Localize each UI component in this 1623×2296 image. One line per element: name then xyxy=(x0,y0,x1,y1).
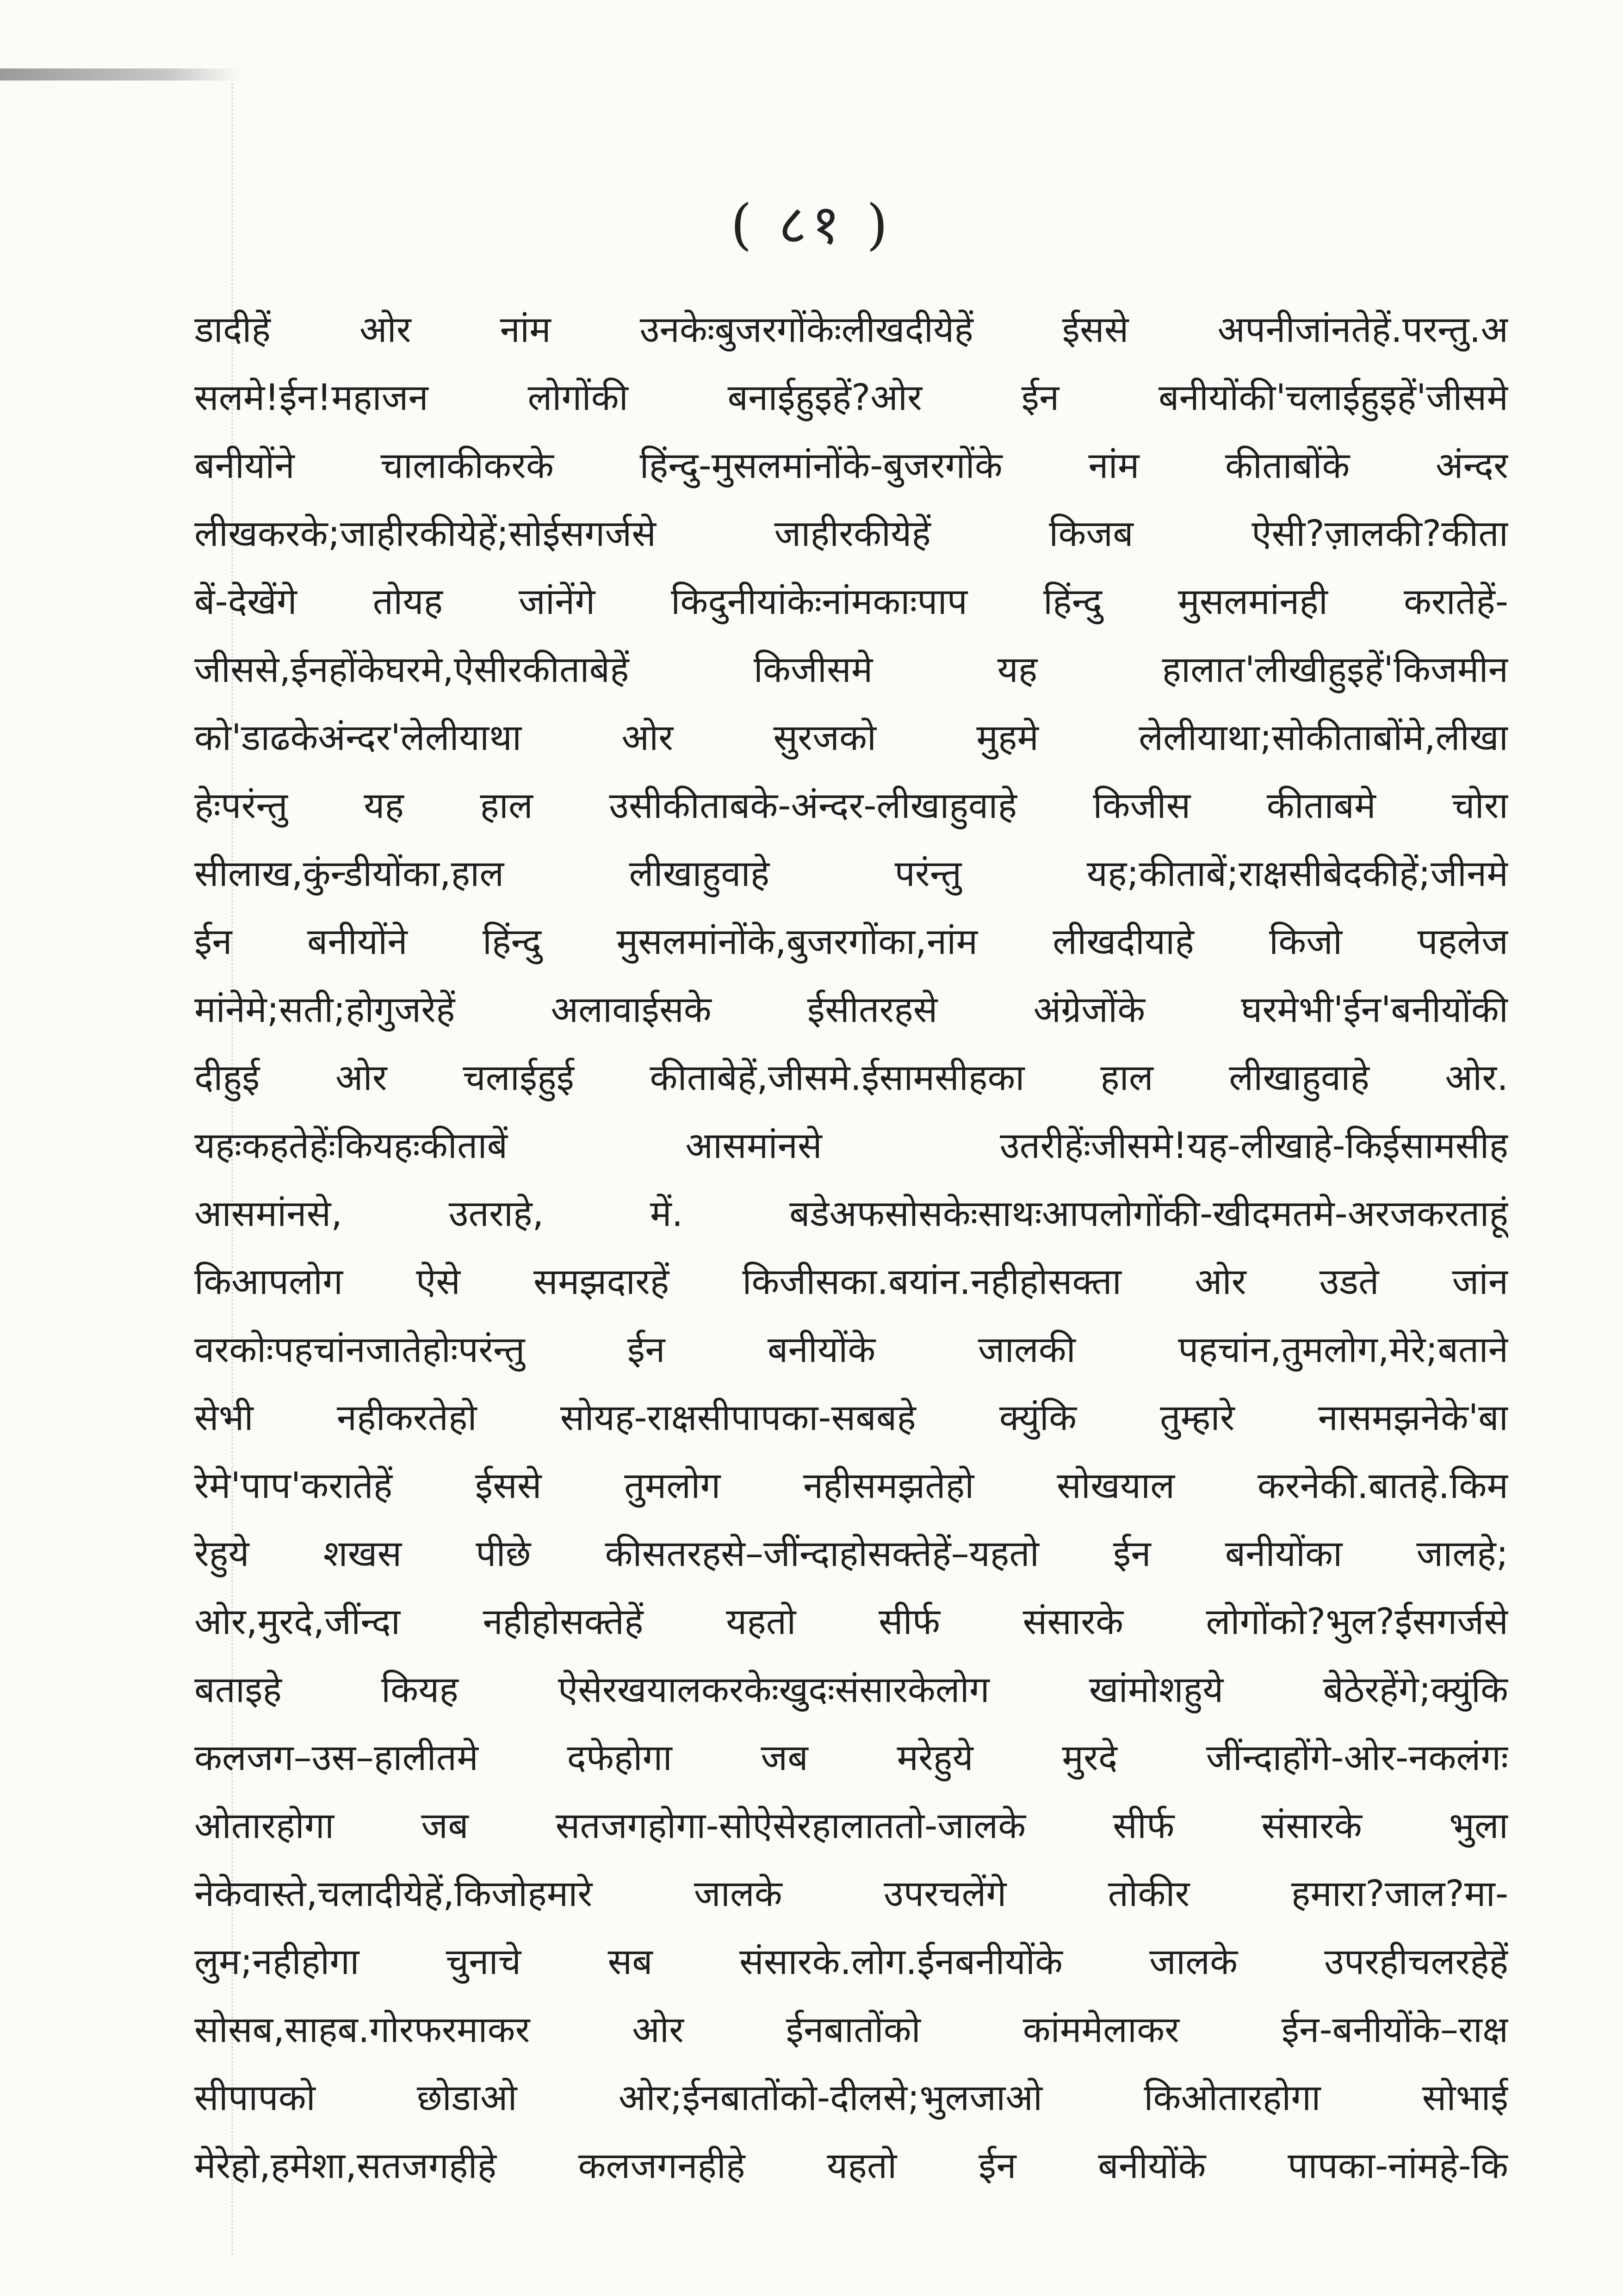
text-line: वरकोःपहचांनजातेहोःपरंन्तु ईन बनीयोंके जालकी पहचांन,तुमलोग,मेरे;बताने xyxy=(194,1329,1508,1371)
text-line: ओर,मुरदे,जींन्दा नहीहोसक्तेहें यहतो सीर्फ संसारके लोगोंको?भुल?ईसगर्जसे xyxy=(194,1601,1508,1643)
text-line: हेःपरंन्तु यह हाल उसीकीताबके-अंन्दर-लीखाहुवाहे किजीस कीताबमे चोरा xyxy=(194,785,1508,827)
scan-edge-strip xyxy=(0,68,241,80)
text-line: आसमांनसे, उतराहे, में. बडेअफसोसकेःसाथःआपलोगोंकी-खीदमतमे-अरजकरताहूं xyxy=(194,1193,1508,1235)
text-line: कलजग–उस–हालीतमे दफेहोगा जब मरेहुये मुरदे जींन्दाहोंगे-ओर-नकलंगः xyxy=(194,1737,1508,1779)
text-line: सोसब,साहब.गोरफरमाकर ओर ईनबातोंको कांममेलाकर ईन-बनीयोंके–राक्ष xyxy=(194,2009,1508,2051)
text-line: रेमे'पाप'करातेहें ईससे तुमलोग नहीसमझतेहो सोखयाल करनेकी.बातहे.किम xyxy=(194,1465,1508,1507)
text-line: मांनेमे;सती;होगुजरेहें अलावाईसके ईसीतरहसे अंग्रेजोंके घरमेभी'ईन'बनीयोंकी xyxy=(194,989,1508,1031)
text-line: बनीयोंने चालाकीकरके हिंन्दु-मुसलमांनोंके-बुजरगोंके नांम कीताबोंके अंन्दर xyxy=(194,445,1508,487)
text-line: मेरेहो,हमेशा,सतजगहीहे कलजगनहीहे यहतो ईन बनीयोंके पापका-नांमहे-कि xyxy=(194,2145,1508,2187)
text-line: ईन बनीयोंने हिंन्दु मुसलमांनोंके,बुजरगोंका,नांम लीखदीयाहे किजो पहलेज xyxy=(194,921,1508,963)
text-line: बताइहे कियह ऐसेरखयालकरकेःखुदःसंसारकेलोग खांमोशहुये बेठेरहेंगे;क्युंकि xyxy=(194,1669,1508,1711)
text-line: डादीहें ओर नांम उनकेःबुजरगोंकेःलीखदीयेहें ईससे अपनीजांनतेहें.परन्तु.अ xyxy=(194,309,1508,351)
text-line: जीससे,ईनहोंकेघरमे,ऐसीरकीताबेहें किजीसमे यह हालात'लीखीहुइहें'किजमीन xyxy=(194,649,1508,691)
page-number: ( ८१ ) xyxy=(731,192,892,256)
text-line: यहःकहतेहेंःकियहःकीताबें आसमांनसे उतरीहेंःजीसमे!यह-लीखाहे-किईसामसीह xyxy=(194,1125,1508,1167)
text-line: दीहुई ओर चलाईहुई कीताबेहें,जीसमे.ईसामसीहका हाल लीखाहुवाहे ओर. xyxy=(194,1057,1508,1099)
text-line: नेकेवास्ते,चलादीयेहें,किजोहमारे जालके उपरचलेंगे तोकीर हमारा?जाल?मा- xyxy=(194,1873,1508,1915)
text-line: को'डाढकेअंन्दर'लेलीयाथा ओर सुरजको मुहमे लेलीयाथा;सोकीताबोंमे,लीखा xyxy=(194,717,1508,759)
text-line: सलमे!ईन!महाजन लोगोंकी बनाईहुइहें?ओर ईन बनीयोंकी'चलाईहुइहें'जीसमे xyxy=(194,377,1508,419)
text-line: सीलाख,कुंन्डीयोंका,हाल लीखाहुवाहे परंन्तु यह;कीताबें;राक्षसीबेदकीहें;जीनमे xyxy=(194,853,1508,895)
text-line: रेहुये शखस पीछे कीसतरहसे–जींन्दाहोसक्तेहें–यहतो ईन बनीयोंका जालहे; xyxy=(194,1533,1508,1575)
text-line: किआपलोग ऐसे समझदारहें किजीसका.बयांन.नहीहोसक्ता ओर उडते जांन xyxy=(194,1261,1508,1303)
text-line: बें-देखेंगे तोयह जांनेंगे किदुनीयांकेःनांमकाःपाप हिंन्दु मुसलमांनही करातेहें- xyxy=(194,581,1508,623)
text-line: ओतारहोगा जब सतजगहोगा-सोऐसेरहालाततो-जालके सीर्फ संसारके भुला xyxy=(194,1805,1508,1847)
text-line: लुम;नहीहोगा चुनाचे सब संसारके.लोग.ईनबनीयोंके जालके उपरहीचलरहेहें xyxy=(194,1941,1508,1983)
text-line: लीखकरके;जाहीरकीयेहें;सोईसगर्जसे जाहीरकीयेहें किजब ऐसी?ज़ालकी?कीता xyxy=(194,513,1508,555)
text-line: सीपापको छोडाओ ओर;ईनबातोंको-दीलसे;भुलजाओ किओतारहोगा सोभाई xyxy=(194,2077,1508,2119)
body-text xyxy=(194,296,1508,2200)
text-line: सेभी नहीकरतेहो सोयह-राक्षसीपापका-सबबहे क्युंकि तुम्हारे नासमझनेके'बा xyxy=(194,1397,1508,1439)
